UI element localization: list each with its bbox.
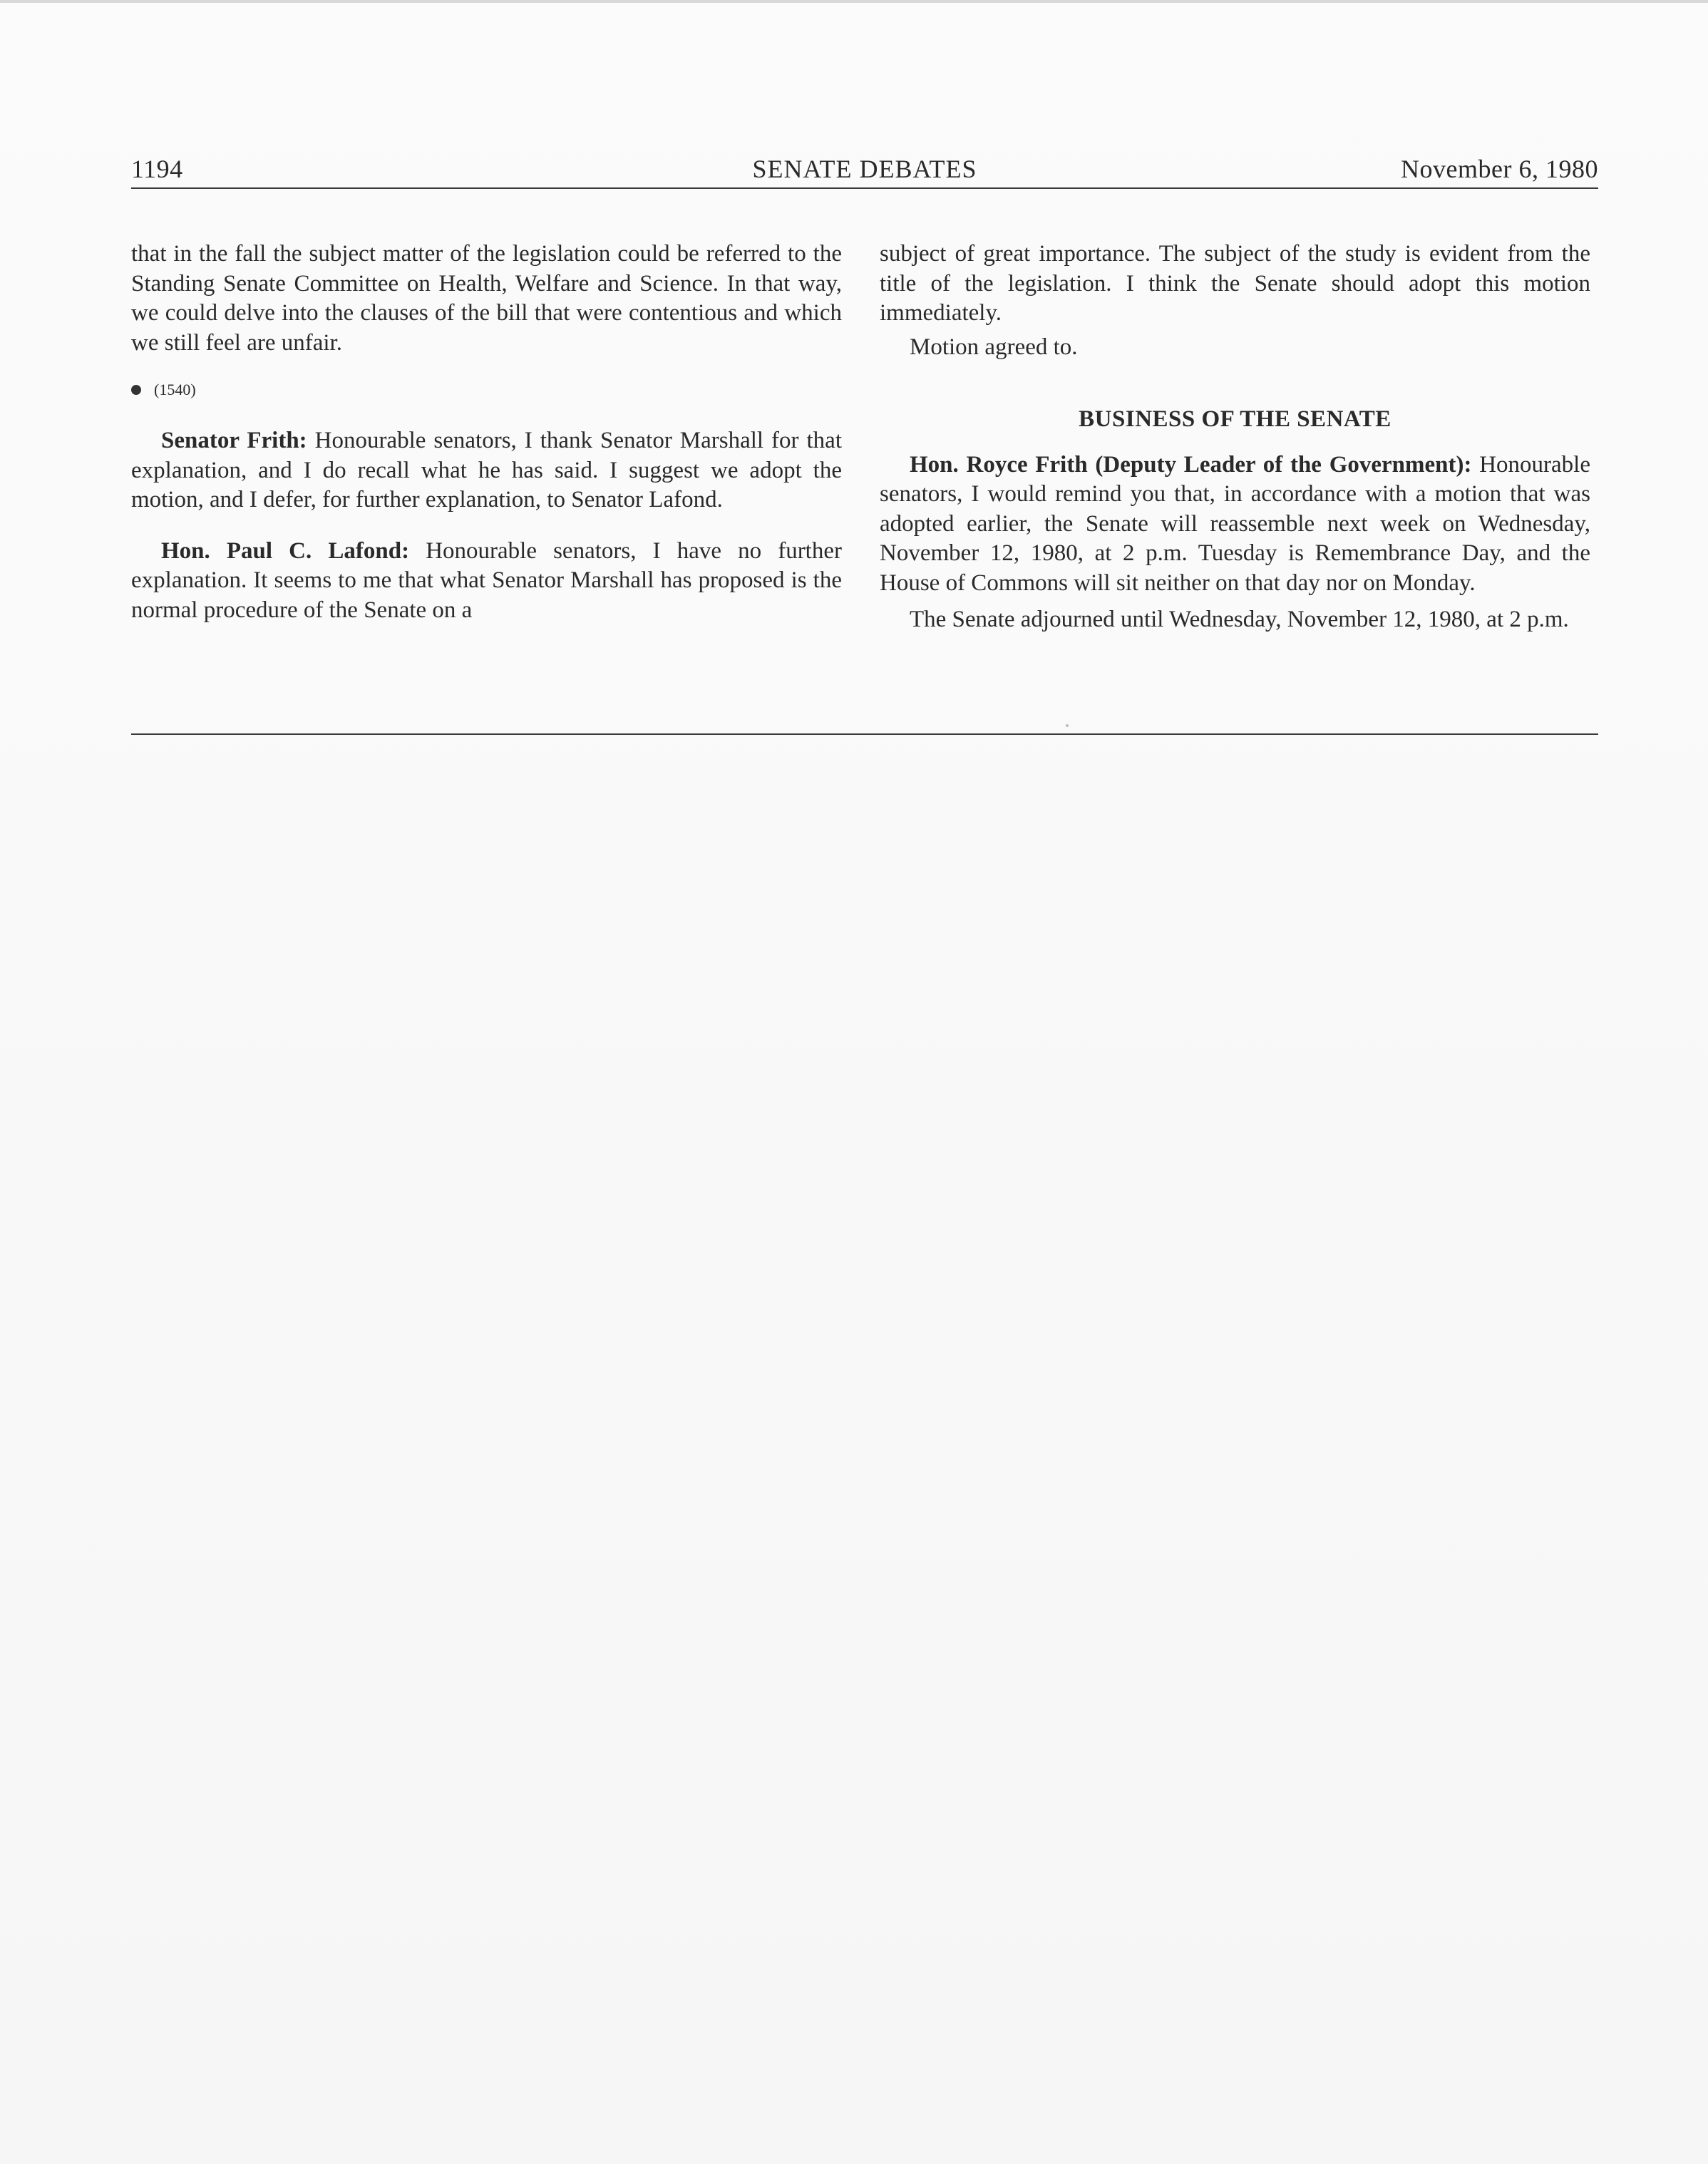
page-top-edge xyxy=(0,0,1708,3)
speaker-lafond: Hon. Paul C. Lafond: xyxy=(161,537,410,564)
right-paragraph-4: The Senate adjourned until Wednesday, November 12, 1980, at 2 p.m. xyxy=(910,607,1569,632)
left-column xyxy=(131,239,842,625)
left-paragraph-1: that in the fall the subject matter of the legislation could be referred to the Standing Senate Committee on Health, Welfare and Science. In that way, we could delve into the clauses of the bill that were contentious and which we still feel are unfair. xyxy=(131,241,842,356)
bullet-icon xyxy=(131,385,141,395)
header-rule xyxy=(131,187,1598,189)
footer-rule xyxy=(131,733,1598,735)
time-marker xyxy=(131,379,842,401)
right-paragraph-3 xyxy=(880,450,1590,599)
right-paragraph-1: subject of great importance. The subject of the study is evident from the title of the legislation. I think the Senate should adopt this motion immediately. xyxy=(880,241,1590,326)
page-header xyxy=(131,151,1598,191)
section-heading: BUSINESS OF THE SENATE xyxy=(1079,406,1391,432)
scan-speck xyxy=(1066,724,1069,727)
header-date: November 6, 1980 xyxy=(1401,155,1598,183)
left-paragraph-3 xyxy=(131,537,842,626)
running-title: SENATE DEBATES xyxy=(752,155,977,183)
time-marker-text: (1540) xyxy=(154,381,196,398)
paragraph-gap xyxy=(131,515,842,537)
right-paragraph-3-text: Honourable senators, I would remind you that, in accordance with a motion that was adopted earlier, the Senate will reassemble next week on Wednesday, November 12, 1980, at 2 p.m. Tuesday is Remembrance Day, and the House of Commons will sit neither on that day nor on Monday. xyxy=(880,451,1590,596)
speaker-royce-frith: Hon. Royce Frith (Deputy Leader of the Government): xyxy=(910,451,1472,478)
left-paragraph-2 xyxy=(131,426,842,515)
left-paragraph-3-text: Honourable senators, I have no further explanation. It seems to me that what Senator Marshall has proposed is the normal procedure of the Senate on a xyxy=(131,537,842,623)
right-paragraph-2: Motion agreed to. xyxy=(910,334,1078,360)
left-paragraph-2-text: Honourable senators, I thank Senator Marshall for that explanation, and I do recall what he has said. I suggest we adopt the motion, and I defer, for further explanation, to Senator Lafond. xyxy=(131,428,842,512)
page-number: 1194 xyxy=(131,155,183,183)
right-column xyxy=(880,239,1590,635)
speaker-frith: Senator Frith: xyxy=(161,428,307,453)
